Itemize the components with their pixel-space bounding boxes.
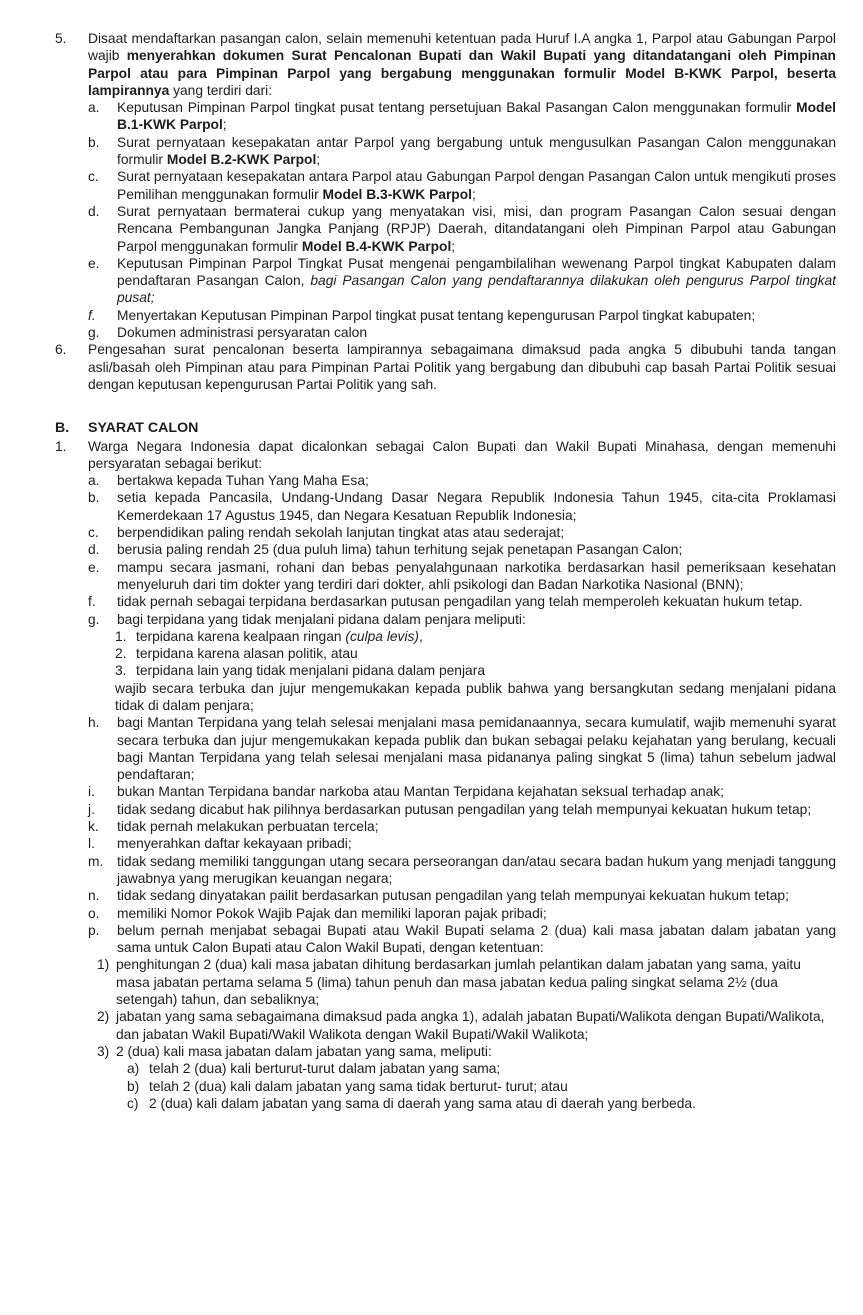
item-text: [117, 801, 836, 818]
text-run: berusia paling rendah 25 (dua puluh lima) tahun terhitung sejak penetapan Pasangan Calon;: [117, 542, 683, 558]
list-item: [97, 1008, 836, 1043]
list-item: [88, 324, 836, 341]
item-text: [88, 420, 836, 437]
item-text: [117, 853, 836, 888]
text-run: ;: [472, 186, 476, 202]
text-run: Keputusan Pimpinan Parpol tingkat pusat tentang persetujuan Bakal Pasangan Calon menggunakan formulir: [117, 100, 797, 116]
text-run: Surat pernyataan bermaterai cukup yang menyatakan visi, misi, dan program Pasangan Calon sesuai dengan Rencana Pembangunan Jangka Panjang (RPJP) Daerah, ditandatangani oleh Pimpinan Parpol atau Gabungan Parpol menggunakan formulir: [117, 203, 836, 254]
list-item: [55, 30, 836, 99]
item-text: [88, 438, 836, 473]
text-run: bukan Mantan Terpidana bandar narkoba atau Mantan Terpidana kejahatan seksual terhadap anak;: [117, 784, 724, 800]
text-run: SYARAT CALON: [88, 420, 199, 437]
item-text: [116, 1008, 836, 1043]
list-marker: 1.: [115, 628, 127, 644]
text-run: bagi terpidana yang tidak menjalani pidana dalam penjara meliputi:: [117, 611, 526, 627]
list-item: [55, 438, 836, 473]
item-text: [117, 783, 836, 800]
text-run: terpidana karena alasan politik, atau: [136, 646, 358, 662]
list-item: [127, 1095, 836, 1112]
item-text: [117, 489, 836, 524]
list-item: [88, 168, 836, 203]
list-marker: 6.: [55, 342, 67, 358]
list-item: [88, 541, 836, 558]
text-run: ;: [222, 117, 227, 133]
list-item: [115, 628, 836, 645]
list-marker: c.: [88, 525, 99, 541]
list-marker: f.: [88, 594, 96, 610]
list-marker: l.: [88, 836, 95, 852]
text-run: telah 2 (dua) kali berturut-turut dalam jabatan yang sama;: [149, 1061, 501, 1077]
list-marker: c): [127, 1095, 139, 1111]
text-run: Keputusan Pimpinan Parpol Tingkat Pusat mengenai pengambilalihan wewenang Parpol tingkat Kabupaten dalam pendaftaran Pasangan Calon,: [117, 255, 836, 289]
list-marker: 3.: [115, 663, 127, 679]
list-marker: 1): [97, 957, 110, 973]
list-marker: a.: [88, 473, 100, 489]
list-item: [88, 134, 836, 169]
list-marker: a.: [88, 100, 100, 116]
item-text: [117, 905, 836, 922]
text-run: terpidana lain yang tidak menjalani pidana dalam penjara: [136, 663, 485, 679]
text-run: tidak pernah sebagai terpidana berdasarkan putusan pengadilan yang telah memperoleh kekuatan hukum tetap.: [117, 594, 803, 610]
text-run: tidak sedang dicabut hak pilihnya berdasarkan putusan pengadilan yang telah mempunyai kekuatan hukum tetap;: [117, 801, 812, 817]
item-text: [136, 662, 836, 679]
item-text: [117, 168, 836, 203]
list-item: [97, 956, 836, 1008]
list-item: [88, 835, 836, 852]
item-text: [115, 680, 836, 715]
list-marker: m.: [88, 853, 104, 869]
item-text: [117, 472, 836, 489]
item-text: [116, 956, 836, 1008]
list-item: [88, 783, 836, 800]
list-marker: o.: [88, 905, 100, 921]
text-run: yang terdiri dari:: [169, 82, 273, 98]
list-marker: d.: [88, 542, 100, 558]
text-run: ,: [419, 628, 423, 644]
text-run: 2 (dua) kali dalam jabatan yang sama di daerah yang sama atau di daerah yang berbeda.: [149, 1095, 696, 1111]
text-run: ;: [316, 152, 321, 168]
text-run: menyerahkan dokumen Surat Pencalonan Bupati dan Wakil Bupati yang ditandatangani oleh Pimpinan Parpol atau para Pimpinan Parpol yang bergabung menggunakan formulir Model B-KWK Parpol, beserta lampirannya: [88, 48, 836, 98]
text-run: tidak pernah melakukan perbuatan tercela;: [117, 819, 379, 835]
text-run: Warga Negara Indonesia dapat dicalonkan sebagai Calon Bupati dan Wakil Bupati Minahasa, dengan memenuhi persyaratan sebagai berikut:: [88, 438, 836, 471]
list-marker: d.: [88, 203, 100, 219]
list-item: [88, 99, 836, 134]
list-item: [115, 680, 836, 715]
list-marker: b.: [88, 134, 100, 150]
item-text: [117, 324, 836, 341]
text-run: menyerahkan daftar kekayaan pribadi;: [117, 836, 352, 852]
list-marker: h.: [88, 715, 100, 731]
list-marker: 2): [97, 1009, 110, 1025]
list-marker: j.: [88, 801, 95, 817]
text-run: Surat pernyataan kesepakatan antar Parpol yang bergabung untuk mengusulkan Pasangan Calon menggunakan formulir: [117, 134, 836, 168]
item-text: [117, 887, 836, 904]
text-run: wajib secara terbuka dan jujur mengemukakan kepada publik bahwa yang bersangkutan sedang menjalani pidana tidak di dalam penjara;: [115, 680, 836, 713]
list-marker: 2.: [115, 646, 127, 662]
list-marker: b): [127, 1078, 140, 1094]
list-item: [88, 307, 836, 324]
list-item: [88, 203, 836, 255]
list-marker: k.: [88, 819, 99, 835]
item-text: [117, 203, 836, 255]
list-marker: e.: [88, 255, 100, 271]
text-run: telah 2 (dua) kali dalam jabatan yang sama tidak berturut- turut; atau: [149, 1078, 568, 1094]
list-marker: B.: [55, 420, 70, 437]
text-run: terpidana karena kealpaan ringan: [136, 628, 346, 644]
text-run: 2 (dua) kali masa jabatan dalam jabatan yang sama, meliputi:: [116, 1043, 492, 1059]
item-text: [117, 134, 836, 169]
item-text: [117, 611, 836, 628]
list-item: [55, 341, 836, 393]
text-run: bagi Mantan Terpidana yang telah selesai menjalani masa pemidanaannya, secara kumulatif, wajib memenuhi syarat secara terbuka dan jujur mengemukakan kepada publik dan bukan sebagai pelaku kejahatan yang berulang, kecuali bagi Mantan Terpidana yang telah selesai menjalani masa pidananya paling singkat 5 (lima) tahun sebelum jadwal pendaftaran;: [117, 715, 836, 783]
item-text: [88, 30, 836, 99]
list-marker: 1.: [55, 438, 67, 454]
list-marker: f.: [88, 307, 96, 323]
list-marker: p.: [88, 922, 100, 938]
list-item: [88, 818, 836, 835]
list-marker: n.: [88, 888, 100, 904]
list-item: [88, 593, 836, 610]
item-text: [136, 645, 836, 662]
list-item: [97, 1043, 836, 1060]
text-run: memiliki Nomor Pokok Wajib Pajak dan memiliki laporan pajak pribadi;: [117, 905, 547, 921]
item-text: [116, 1043, 836, 1060]
item-text: [117, 593, 836, 610]
text-run: belum pernah menjabat sebagai Bupati atau Wakil Bupati selama 2 (dua) kali masa jabatan dalam jabatan yang sama untuk Calon Bupati atau Calon Wakil Bupati, dengan ketentuan:: [117, 922, 836, 956]
item-text: [117, 307, 836, 324]
text-run: Dokumen administrasi persyaratan calon: [117, 325, 367, 341]
item-text: [117, 255, 836, 307]
item-text: [117, 524, 836, 541]
item-text: [117, 714, 836, 783]
item-text: [117, 835, 836, 852]
list-item: [127, 1060, 836, 1077]
list-marker: g.: [88, 325, 100, 341]
text-run: tidak sedang memiliki tanggungan utang secara perseorangan dan/atau secara badan hukum yang menjadi tanggung jawabnya yang merugikan keuangan negara;: [117, 853, 836, 886]
list-marker: i.: [88, 784, 95, 800]
list-item: [88, 801, 836, 818]
list-marker: g.: [88, 611, 100, 627]
text-run: bagi Pasangan Calon yang pendaftarannya dilakukan oleh pengurus Parpol tingkat pusat;: [117, 273, 836, 306]
item-text: [88, 341, 836, 393]
item-text: [149, 1078, 836, 1095]
item-text: [117, 922, 836, 957]
text-run: Pengesahan surat pencalonan beserta lampirannya sebagaimana dimaksud pada angka 5 dibubuhi tanda tangan asli/basah oleh Pimpinan atau para Pimpinan Partai Politik yang bergabung dan dibubuhi cap basah Partai Politik sesuai dengan keputusan kepengurusan Partai Politik yang sah.: [88, 342, 836, 392]
list-marker: a): [127, 1061, 140, 1077]
text-run: jabatan yang sama sebagaimana dimaksud pada angka 1), adalah jabatan Bupati/Walikota dengan Bupati/Walikota, dan jabatan Wakil Bupati/Wakil Walikota dengan Wakil Bupati/Wakil Walikota;: [116, 1009, 825, 1042]
text-run: Model B.1-KWK Parpol: [117, 100, 836, 133]
text-run: Surat pernyataan kesepakatan antara Parpol atau Gabungan Parpol dengan Pasangan Calon untuk mengikuti proses Pemilihan menggunakan formulir: [117, 169, 836, 202]
text-run: Menyertakan Keputusan Pimpinan Parpol tingkat pusat tentang kepengurusan Parpol tingkat kabupaten;: [117, 307, 756, 323]
item-text: [117, 818, 836, 835]
text-run: Model B.4-KWK Parpol: [301, 238, 452, 254]
text-run: penghitungan 2 (dua) kali masa jabatan dihitung berdasarkan jumlah pelantikan dalam jabatan yang sama, yaitu masa jabatan pertama selama 5 (lima) tahun penuh dan masa jabatan kedua paling singkat selama 2½ (dua setengah) tahun, dan sebaliknya;: [116, 957, 801, 1008]
list-marker: c.: [88, 169, 99, 185]
section-heading: [55, 420, 836, 437]
list-item: [115, 662, 836, 679]
item-text: [149, 1095, 836, 1112]
list-item: [88, 611, 836, 628]
text-run: tidak sedang dinyatakan pailit berdasarkan putusan pengadilan yang telah mempunyai kekuatan hukum tetap;: [117, 888, 789, 904]
list-item: [88, 922, 836, 957]
text-run: Model B.2-KWK Parpol: [166, 152, 317, 168]
list-item: [88, 559, 836, 594]
list-item: [88, 905, 836, 922]
text-run: Model B.3-KWK Parpol: [322, 186, 472, 202]
list-item: [88, 887, 836, 904]
list-marker: e.: [88, 559, 100, 575]
text-run: berpendidikan paling rendah sekolah lanjutan tingkat atas atau sederajat;: [117, 525, 565, 541]
item-text: [117, 559, 836, 594]
text-run: mampu secara jasmani, rohani dan bebas penyalahgunaan narkotika berdasarkan hasil pemeriksaan kesehatan menyeluruh dari tim dokter yang terdiri dari dokter, ahli psikologi dan Badan Narkotika Nasional (BNN);: [117, 559, 836, 592]
list-item: [88, 489, 836, 524]
list-marker: 5.: [55, 31, 67, 46]
text-run: (culpa levis): [345, 628, 420, 644]
item-text: [117, 541, 836, 558]
text-run: bertakwa kepada Tuhan Yang Maha Esa;: [117, 473, 369, 489]
item-text: [136, 628, 836, 645]
item-text: [149, 1060, 836, 1077]
list-item: [88, 472, 836, 489]
list-marker: 3): [97, 1043, 110, 1059]
text-run: ;: [451, 238, 456, 254]
list-item: [127, 1078, 836, 1095]
list-item: [88, 714, 836, 783]
text-run: setia kepada Pancasila, Undang-Undang Dasar Negara Republik Indonesia Tahun 1945, cita-cita Proklamasi Kemerdekaan 17 Agustus 1945, dan Negara Kesatuan Republik Indonesia;: [117, 490, 836, 523]
text-run: Disaat mendaftarkan pasangan calon, selain memenuhi ketentuan pada Huruf I.A angka 1, Parpol atau Gabungan Parpol wajib: [88, 31, 836, 64]
list-item: [88, 255, 836, 307]
list-item: [115, 645, 836, 662]
list-item: [88, 524, 836, 541]
item-text: [117, 99, 836, 134]
list-item: [88, 853, 836, 888]
list-marker: b.: [88, 490, 100, 506]
